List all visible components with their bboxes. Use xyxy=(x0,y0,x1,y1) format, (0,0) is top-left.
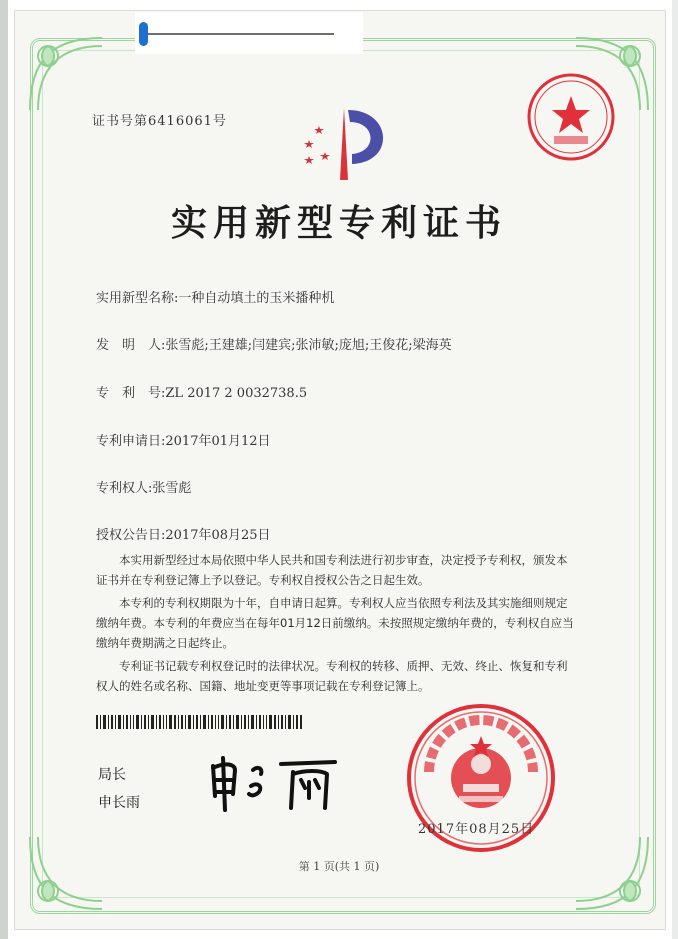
field-value: 2017年08月25日 xyxy=(165,528,271,543)
corner-ornament-icon xyxy=(22,30,110,118)
issue-date: 2017年08月25日 xyxy=(418,822,535,837)
body-paragraph: 专利证书记载专利权登记时的法律状况。专利权的转移、质押、无效、终止、恢复和专利权人的姓名或名称、国籍、地址变更等事项记载在专利登记簿上。 xyxy=(96,659,568,693)
utility-model-name-field xyxy=(96,287,334,306)
field-value: 2017年01月12日 xyxy=(165,434,271,449)
grant-date-field xyxy=(96,524,271,543)
scan-edge-left xyxy=(0,0,8,939)
agency-seal-icon xyxy=(524,70,618,164)
filing-date-field xyxy=(96,430,271,449)
signer-name: 申长雨 xyxy=(98,795,140,811)
progress-track[interactable] xyxy=(148,33,334,35)
scan-edge-right xyxy=(672,0,678,939)
certificate-number: 证书号第6416061号 xyxy=(92,114,227,129)
handwritten-signature-icon xyxy=(205,752,350,812)
body-paragraph: 本专利的专利权期限为十年，自申请日起算。专利权人应当依照专利法及其实施细则规定缴纳年费。本专利的年费应当在每年01月12日前缴纳。未按照规定缴纳年费的，专利权自应当缴纳年费期满之日起终止。 xyxy=(96,596,574,650)
field-label: 发 明 人: xyxy=(96,338,166,353)
inventor-field xyxy=(96,334,452,353)
page-number: 第 1 页(共 1 页) xyxy=(298,860,380,873)
barcode-icon xyxy=(96,715,302,729)
field-value: ZL 2017 2 0032738.5 xyxy=(165,386,308,401)
certificate-body xyxy=(96,550,578,699)
patent-number-field xyxy=(96,382,307,401)
body-paragraph: 本实用新型经过本局依照中华人民共和国专利法进行初步审查，决定授予专利权，颁发本证书并在专利登记簿上予以登记。专利权自授权公告之日起生效。 xyxy=(96,553,568,587)
field-label: 实用新型名称: xyxy=(96,291,179,306)
sipo-logo-icon xyxy=(292,100,402,190)
field-label: 专利权人: xyxy=(96,481,153,496)
field-value: 张雪彪 xyxy=(152,481,192,496)
signer-role: 局长 xyxy=(98,767,126,783)
field-label: 授权公告日: xyxy=(96,528,166,543)
progress-knob[interactable] xyxy=(139,22,148,46)
patentee-field xyxy=(96,477,191,496)
field-label: 专利申请日: xyxy=(96,434,166,449)
field-value: 一种自动填土的玉米播种机 xyxy=(178,291,335,306)
field-value: 张雪彪;王建雄;闫建宾;张沛敏;庞旭;王俊花;梁海英 xyxy=(165,338,452,353)
field-label: 专 利 号: xyxy=(96,386,166,401)
document-title: 实用新型专利证书 xyxy=(170,202,507,244)
